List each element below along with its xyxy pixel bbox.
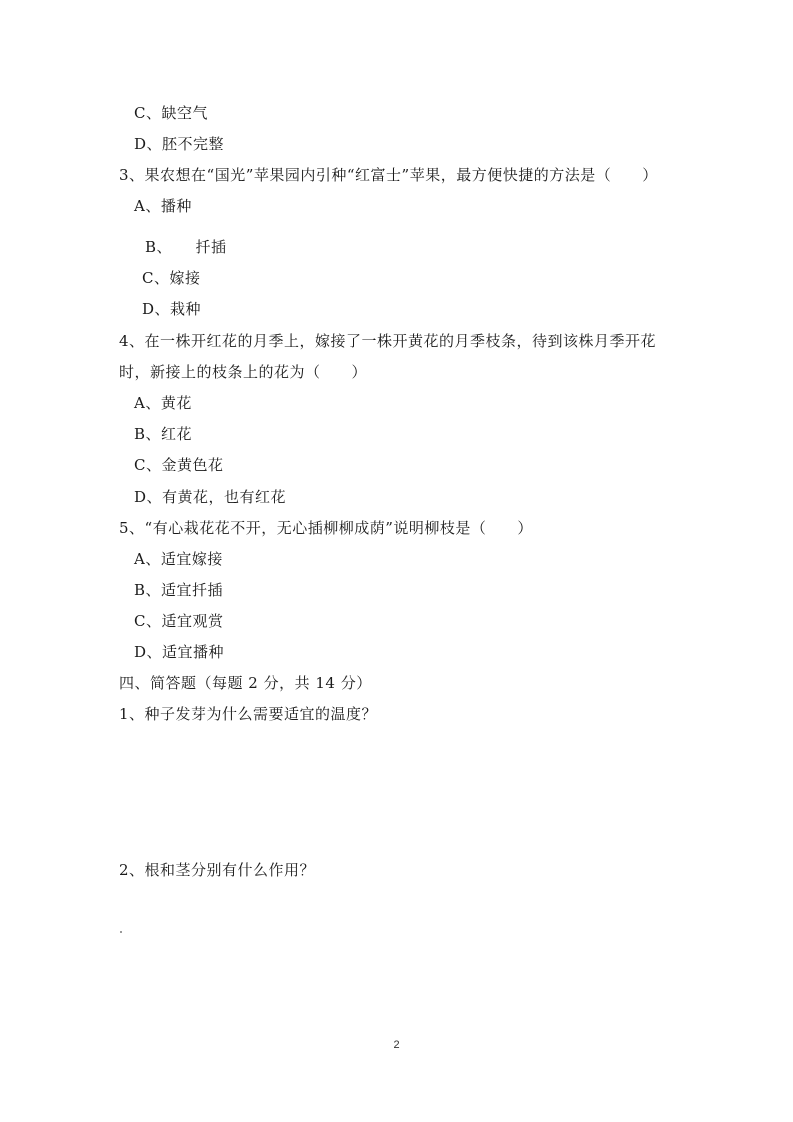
section-heading-short-answer: 四、简答题（每题 2 分，共 14 分）	[119, 674, 372, 692]
option-q5-d: D、适宜播种	[134, 643, 225, 661]
option-q4-a: A、黄花	[134, 394, 192, 412]
question-4-line-1: 4、在一株开红花的月季上，嫁接了一株开黄花的月季枝条，待到该株月季开花	[119, 332, 657, 350]
question-4-line-2: 时，新接上的枝条上的花为（ ）	[119, 363, 368, 381]
option-q2-c: C、缺空气	[134, 104, 208, 122]
short-answer-question-1: 1、种子发芽为什么需要适宜的温度？	[119, 705, 378, 723]
option-q3-b: B、 扦插	[145, 238, 227, 256]
option-q5-a: A、适宜嫁接	[134, 550, 223, 568]
option-q4-c: C、金黄色花	[134, 456, 224, 474]
option-q3-c: C、嫁接	[142, 269, 201, 287]
option-q3-d: D、栽种	[142, 300, 202, 318]
short-answer-question-2: 2、根和茎分别有什么作用？	[119, 861, 316, 879]
option-q2-d: D、胚不完整	[134, 135, 225, 153]
option-q3-a: A、播种	[134, 197, 192, 215]
option-q5-c: C、适宜观赏	[134, 612, 224, 630]
page-number: 2	[393, 1039, 400, 1051]
question-5: 5、“有心栽花花不开，无心插柳柳成荫”说明柳枝是（ ）	[119, 519, 533, 537]
option-q4-d: D、有黄花，也有红花	[134, 488, 287, 506]
option-q5-b: B、适宜扦插	[134, 581, 224, 599]
stray-mark	[120, 931, 122, 933]
option-q4-b: B、红花	[134, 425, 193, 443]
question-3: 3、果农想在“国光”苹果园内引种“红富士”苹果，最方便快捷的方法是（ ）	[119, 166, 658, 184]
